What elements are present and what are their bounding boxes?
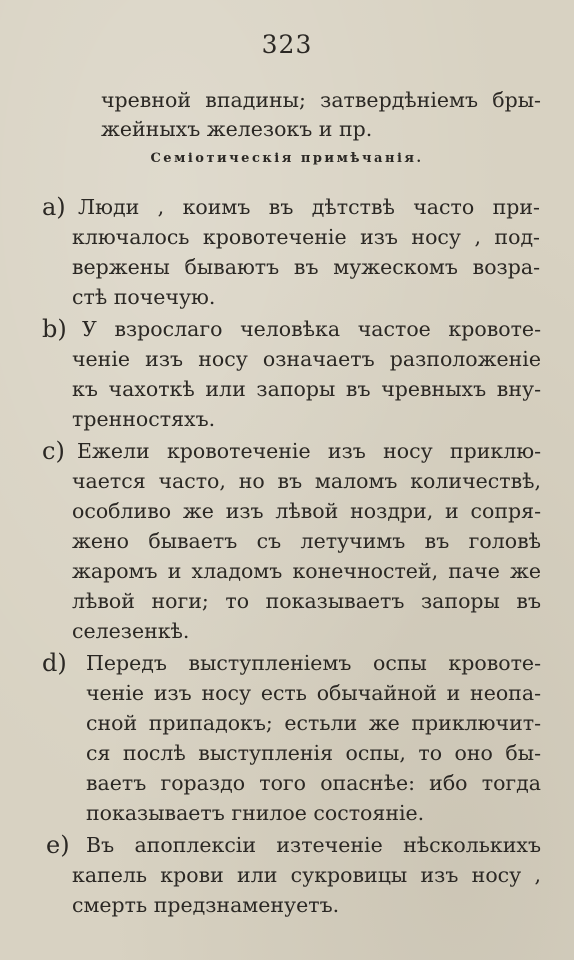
text-line: смерть предзнаменуетъ.: [72, 893, 340, 917]
text-line: показываетъ гнилое состояніе.: [86, 801, 425, 825]
text-line: Въ апоплексіи изтеченіе нѣсколькихъ: [86, 833, 541, 857]
item-marker: c): [42, 437, 65, 465]
text-line: сной припадокъ; естьли же приключит-: [86, 711, 541, 735]
text-line: ченіе изъ носу есть обычайной и неопа-: [86, 681, 541, 705]
text-line: чревной впадины; затвердѣніемъ бры-: [101, 88, 541, 112]
text-line: жаромъ и хладомъ конечностей, паче же: [72, 559, 541, 583]
text-line: ключалось кровотеченіе изъ носу , под-: [72, 225, 540, 249]
item-marker: d): [42, 649, 67, 677]
text-line: ся послѣ выступленія оспы, то оно бы-: [86, 741, 541, 765]
item-marker: e): [46, 831, 70, 859]
text-line: къ чахоткѣ или запоры въ чревныхъ вну-: [72, 377, 541, 401]
text-line: селезенкѣ.: [72, 619, 190, 643]
page-number: 323: [261, 30, 313, 59]
text-line: жено бываетъ съ летучимъ въ головѣ: [72, 529, 541, 553]
text-line: чается часто, но въ маломъ количествѣ,: [72, 469, 541, 493]
text-line: Люди , коимъ въ дѣтствѣ часто при-: [78, 195, 540, 219]
text-line: У взрослаго человѣка частое кровоте-: [82, 317, 541, 341]
text-line: тренностяхъ.: [72, 407, 216, 431]
item-marker: b): [42, 315, 67, 343]
text-line: Передъ выступленіемъ оспы кровоте-: [86, 651, 541, 675]
text-line: вержены бываютъ въ мужескомъ возра-: [72, 255, 540, 279]
text-line: лѣвой ноги; то показываетъ запоры въ: [72, 589, 541, 613]
text-line: ченіе изъ носу означаетъ разположеніе: [72, 347, 541, 371]
text-line: ваетъ гораздо того опаснѣе: ибо тогда: [86, 771, 541, 795]
text-line: стѣ почечую.: [72, 285, 216, 309]
text-line: жейныхъ железокъ и пр.: [101, 117, 373, 141]
section-heading: Семіотическія примѣчанія.: [150, 151, 424, 166]
item-marker: a): [42, 193, 66, 221]
text-line: Ежели кровотеченіе изъ носу приклю-: [77, 439, 541, 463]
text-line: особливо же изъ лѣвой ноздри, и сопря-: [72, 499, 541, 523]
text-line: капель крови или сукровицы изъ носу ,: [72, 863, 541, 887]
